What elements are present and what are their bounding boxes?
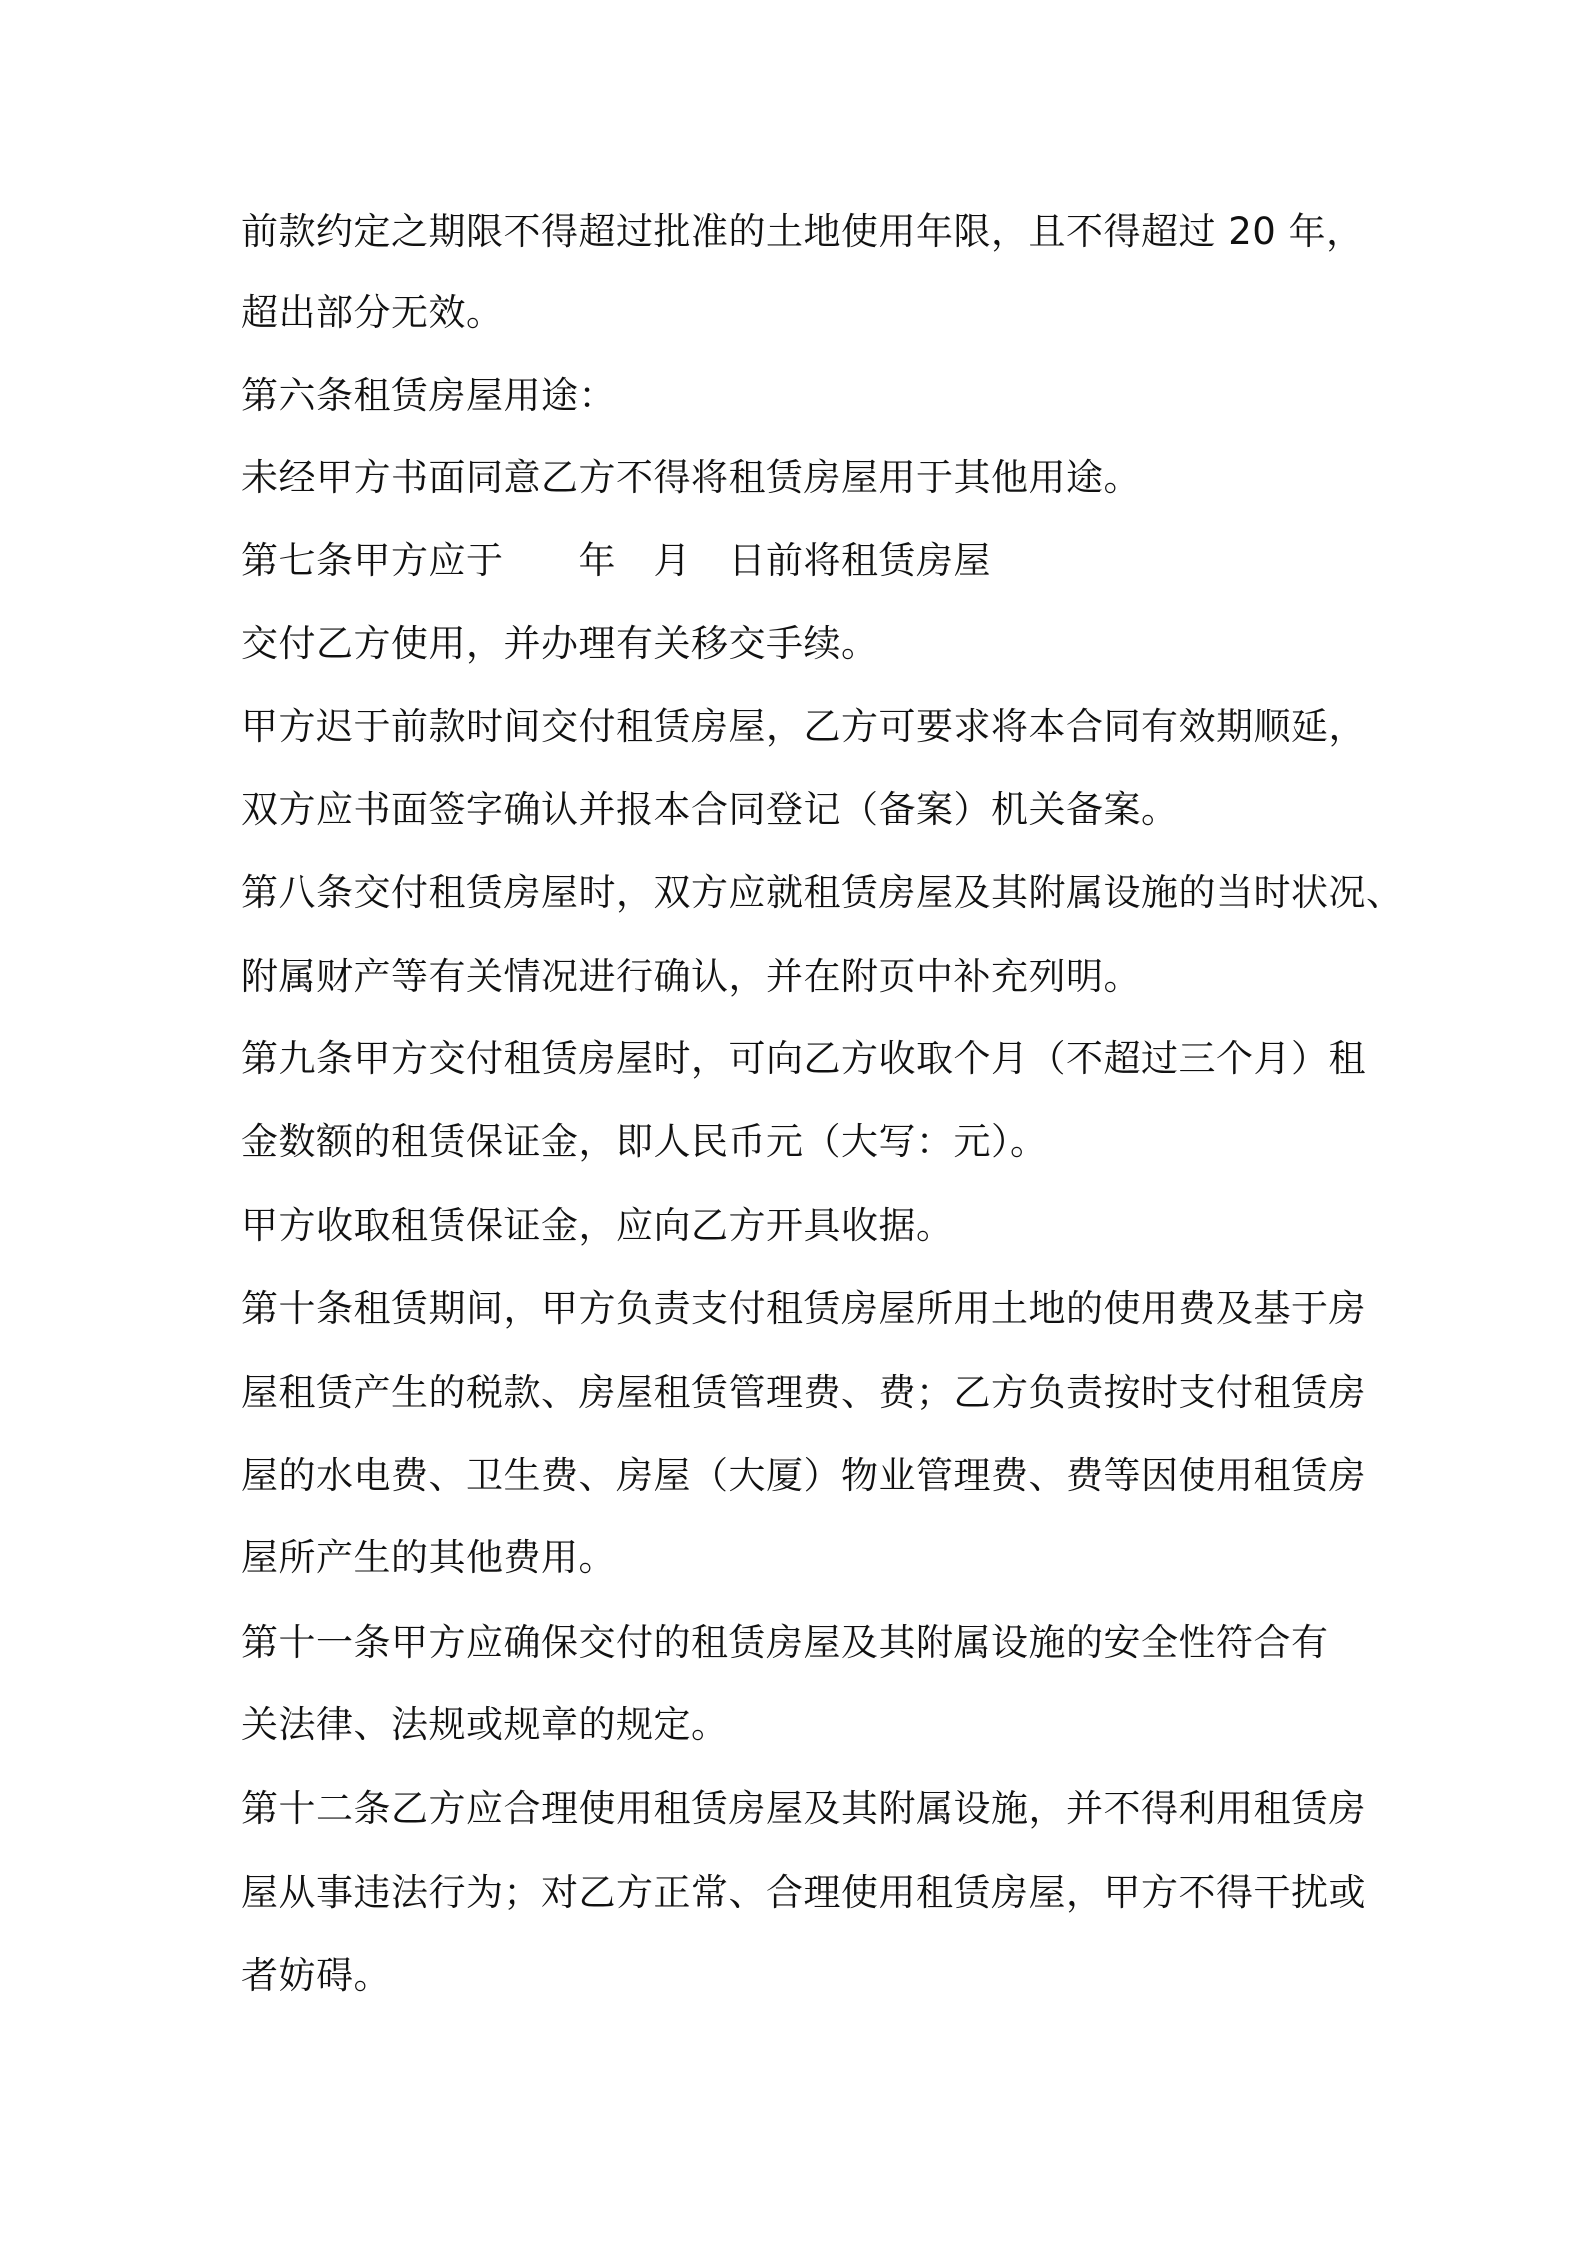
- text-line: 屋租赁产生的税款、房屋租赁管理费、费；乙方负责按时支付租赁房: [241, 1371, 1366, 1414]
- text-line: 屋所产生的其他费用。: [241, 1536, 616, 1579]
- text-line: 前款约定之期限不得超过批准的土地使用年限，且不得超过 20 年，: [241, 210, 1364, 253]
- text-line: 交付乙方使用，并办理有关移交手续。: [241, 622, 879, 665]
- text-line: 第十一条甲方应确保交付的租赁房屋及其附属设施的安全性符合有: [241, 1621, 1329, 1664]
- text-line: 甲方收取租赁保证金，应向乙方开具收据。: [241, 1204, 954, 1247]
- text-line: 关法律、法规或规章的规定。: [241, 1703, 729, 1746]
- text-line: 第六条租赁房屋用途：: [241, 374, 616, 417]
- text-line: 屋的水电费、卫生费、房屋（大厦）物业管理费、费等因使用租赁房: [241, 1454, 1366, 1497]
- text-line: 第七条甲方应于 年 月 日前将租赁房屋: [241, 539, 991, 582]
- text-line: 第九条甲方交付租赁房屋时，可向乙方收取个月（不超过三个月）租: [241, 1037, 1366, 1080]
- text-line: 屋从事违法行为；对乙方正常、合理使用租赁房屋，甲方不得干扰或: [241, 1871, 1366, 1914]
- text-line: 超出部分无效。: [241, 291, 504, 334]
- text-line: 第八条交付租赁房屋时，双方应就租赁房屋及其附属设施的当时状况、: [241, 871, 1404, 914]
- text-line: 附属财产等有关情况进行确认，并在附页中补充列明。: [241, 955, 1141, 998]
- text-line: 第十条租赁期间，甲方负责支付租赁房屋所用土地的使用费及基于房: [241, 1287, 1366, 1330]
- text-line: 双方应书面签字确认并报本合同登记（备案）机关备案。: [241, 788, 1179, 831]
- text-line: 者妨碍。: [241, 1954, 391, 1997]
- text-line: 第十二条乙方应合理使用租赁房屋及其附属设施，并不得利用租赁房: [241, 1787, 1366, 1830]
- text-line: 甲方迟于前款时间交付租赁房屋，乙方可要求将本合同有效期顺延，: [241, 705, 1366, 748]
- text-line: 未经甲方书面同意乙方不得将租赁房屋用于其他用途。: [241, 456, 1141, 499]
- text-line: 金数额的租赁保证金，即人民币元（大写：元）。: [241, 1120, 1048, 1163]
